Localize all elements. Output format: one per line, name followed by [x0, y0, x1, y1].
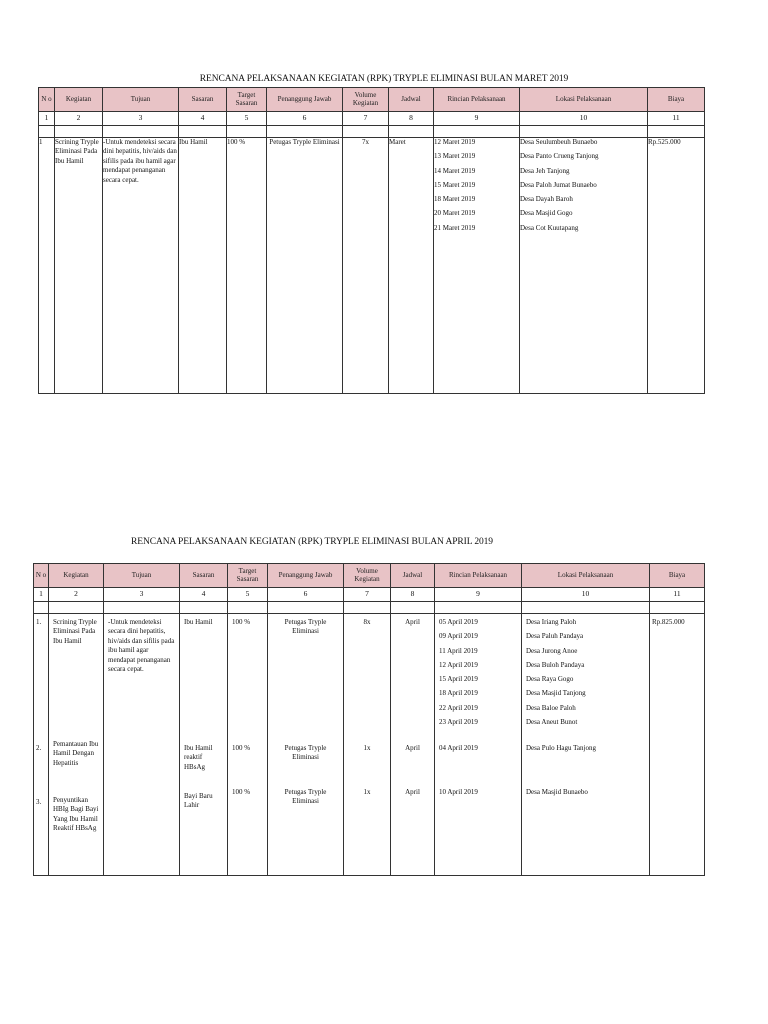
column-number: 8 [391, 588, 435, 602]
column-number: 3 [104, 588, 180, 602]
rincian-list [439, 618, 478, 732]
volume-text: 1x [363, 788, 371, 796]
sasaran-text: Ibu Hamil reaktif HBsAg [184, 744, 213, 771]
header-cell: Tujuan [103, 88, 179, 112]
column-number: 7 [343, 112, 389, 126]
biaya-text: Rp.825.000 [652, 618, 685, 626]
header-cell: Penanggung Jawab [267, 88, 343, 112]
rincian-date: 10 April 2019 [439, 788, 478, 796]
header-cell: Biaya [650, 564, 705, 588]
spacer-row [39, 126, 705, 138]
jadwal-text: April [405, 788, 420, 796]
rincian-date: 18 April 2019 [439, 689, 478, 698]
rincian-date: 20 Maret 2019 [434, 209, 476, 218]
row-number-cell [34, 614, 49, 876]
lokasi-item: Desa Iriang Paloh [526, 618, 577, 626]
row-number: 1. [36, 618, 42, 626]
kegiatan-text: Pemantauan Ibu Hamil Dengan Hepatitis [53, 740, 99, 767]
header-cell: Target Sasaran [228, 564, 268, 588]
kegiatan-text: Scrining Tryple Eliminasi Pada Ibu Hamil [53, 618, 97, 645]
penanggung-text: Petugas Tryple Eliminasi [284, 744, 327, 762]
column-number: 5 [228, 588, 268, 602]
lokasi-item: Desa Paloh Jumat Bunaebo [520, 180, 597, 189]
column-number: 2 [55, 112, 103, 126]
lokasi-item: Desa Jurong Anoe [526, 646, 578, 655]
sasaran-cell [180, 614, 228, 876]
sasaran-text: Ibu Hamil [184, 618, 213, 626]
header-cell: Sasaran [179, 88, 227, 112]
tujuan-text: -Untuk mendeteksi secara dini hepatitis, hiv/aids dan sifilis pada ibu hamil agar mendapat penanganan secara cepat. [108, 618, 175, 674]
kegiatan-text: Penyuntikan HBIg Bagi Bayi Yang Ibu Hamil Reaktif HBsAg [53, 796, 99, 833]
lokasi-item: Desa Buloh Pandaya [526, 660, 585, 669]
header-cell: Tujuan [104, 564, 180, 588]
column-number: 6 [268, 588, 344, 602]
lokasi-item: Desa Jeh Tanjong [520, 166, 570, 175]
column-number: 11 [650, 588, 705, 602]
lokasi-cell [520, 138, 648, 394]
lokasi-list [526, 618, 586, 732]
header-cell: Sasaran [180, 564, 228, 588]
column-number: 7 [344, 588, 391, 602]
tujuan-cell: -Untuk mendeteksi secara dini hepatitis, hiv/aids dan sifilis pada ibu hamil agar mendapat penanganan secara cepat. [103, 138, 179, 394]
rincian-date: 15 April 2019 [439, 675, 478, 684]
column-number: 1 [39, 112, 55, 126]
kegiatan-cell: Scrining Tryple Eliminasi Pada Ibu Hamil [55, 138, 103, 394]
penanggung-text: Petugas Tryple Eliminasi [284, 618, 327, 636]
header-cell: Rincian Pelaksanaan [435, 564, 522, 588]
biaya-cell [650, 614, 705, 876]
header-cell: Target Sasaran [227, 88, 267, 112]
jadwal-text: April [405, 618, 420, 626]
header-cell: Penanggung Jawab [268, 564, 344, 588]
column-number: 3 [103, 112, 179, 126]
target-cell [228, 614, 268, 876]
header-cell: Rincian Pelaksanaan [434, 88, 520, 112]
lokasi-item: Desa Panto Crueng Tanjong [520, 152, 599, 161]
header-cell: N o [34, 564, 49, 588]
lokasi-item: Desa Masjid Tanjong [526, 689, 586, 698]
row-number: 3. [36, 798, 42, 806]
header-cell: Volume Kegiatan [343, 88, 389, 112]
lokasi-cell [522, 614, 650, 876]
header-cell: Lokasi Pelaksanaan [520, 88, 648, 112]
column-number: 8 [389, 112, 434, 126]
kegiatan-cell [49, 614, 104, 876]
penanggung-jawab-cell: Petugas Tryple Eliminasi [267, 138, 343, 394]
column-number: 4 [179, 112, 227, 126]
header-row [39, 88, 705, 112]
target-text: 100 % [232, 618, 251, 626]
rincian-date: 21 Maret 2019 [434, 223, 476, 232]
lokasi-item: Desa Dayah Baroh [520, 195, 573, 204]
jadwal-cell: Maret [389, 138, 434, 394]
rpk-table-march [38, 87, 705, 394]
volume-cell [344, 614, 391, 876]
penanggung-text: Petugas Tryple Eliminasi [284, 788, 327, 806]
rincian-date: 18 Maret 2019 [434, 195, 476, 204]
table-row [34, 614, 705, 876]
lokasi-item: Desa Aneut Bunot [526, 718, 578, 727]
rincian-date: 11 April 2019 [439, 646, 478, 655]
rincian-date: 12 Maret 2019 [434, 138, 476, 146]
column-number: 10 [522, 588, 650, 602]
column-number: 6 [267, 112, 343, 126]
rincian-cell [435, 614, 522, 876]
tujuan-cell [104, 614, 180, 876]
header-cell: Lokasi Pelaksanaan [522, 564, 650, 588]
column-number: 1 [34, 588, 49, 602]
header-row [34, 564, 705, 588]
rincian-date: 23 April 2019 [439, 718, 478, 727]
sasaran-text: Bayi Baru Lahir [184, 792, 213, 810]
lokasi-item: Desa Paluh Pandaya [526, 632, 584, 641]
column-number: 2 [49, 588, 104, 602]
column-number: 11 [648, 112, 705, 126]
rpk-table-april [33, 563, 705, 876]
column-number: 9 [434, 112, 520, 126]
target-cell: 100 % [227, 138, 267, 394]
jadwal-text: April [405, 744, 420, 752]
rincian-date: 04 April 2019 [439, 744, 478, 752]
rincian-date: 14 Maret 2019 [434, 166, 476, 175]
rpk-title-april: RENCANA PELAKSANAAN KEGIATAN (RPK) TRYPLE ELIMINASI BULAN APRIL 2019 [131, 537, 493, 547]
row-number: 1 [39, 138, 55, 394]
lokasi-item: Desa Masjid Bunaebo [526, 788, 588, 796]
spacer-row [34, 602, 705, 614]
column-number: 9 [435, 588, 522, 602]
header-cell: N o [39, 88, 55, 112]
biaya-cell: Rp.525.000 [648, 138, 705, 394]
header-cell: Kegiatan [55, 88, 103, 112]
penanggung-jawab-cell [268, 614, 344, 876]
lokasi-item: Desa Raya Gogo [526, 675, 574, 684]
column-number: 4 [180, 588, 228, 602]
rincian-cell [434, 138, 520, 394]
lokasi-item: Desa Seulumbeuh Bunaebo [520, 138, 598, 146]
header-cell: Volume Kegiatan [344, 564, 391, 588]
rincian-date: 09 April 2019 [439, 632, 478, 641]
lokasi-item: Desa Baloe Paloh [526, 703, 576, 712]
rincian-date: 12 April 2019 [439, 660, 478, 669]
rpk-title-march: RENCANA PELAKSANAAN KEGIATAN (RPK) TRYPLE ELIMINASI BULAN MARET 2019 [199, 74, 569, 84]
table-row [39, 138, 705, 394]
rincian-date: 05 April 2019 [439, 618, 478, 626]
sasaran-cell: Ibu Hamil [179, 138, 227, 394]
volume-text: 8x [363, 618, 371, 626]
row-number: 2. [36, 744, 42, 752]
column-number: 10 [520, 112, 648, 126]
header-cell: Jadwal [389, 88, 434, 112]
header-cell: Jadwal [391, 564, 435, 588]
lokasi-item: Desa Cot Kuutapang [520, 223, 579, 232]
target-text: 100 % [232, 788, 251, 796]
lokasi-item: Desa Pulo Hagu Tanjong [526, 744, 596, 752]
target-text: 100 % [232, 744, 251, 752]
rincian-date: 22 April 2019 [439, 703, 478, 712]
rincian-date: 15 Maret 2019 [434, 180, 476, 189]
header-cell: Biaya [648, 88, 705, 112]
header-cell: Kegiatan [49, 564, 104, 588]
rincian-date: 13 Maret 2019 [434, 152, 476, 161]
column-number: 5 [227, 112, 267, 126]
volume-text: 1x [363, 744, 371, 752]
column-number-row [34, 588, 705, 602]
volume-cell: 7x [343, 138, 389, 394]
lokasi-item: Desa Masjid Gogo [520, 209, 573, 218]
jadwal-cell [391, 614, 435, 876]
column-number-row [39, 112, 705, 126]
